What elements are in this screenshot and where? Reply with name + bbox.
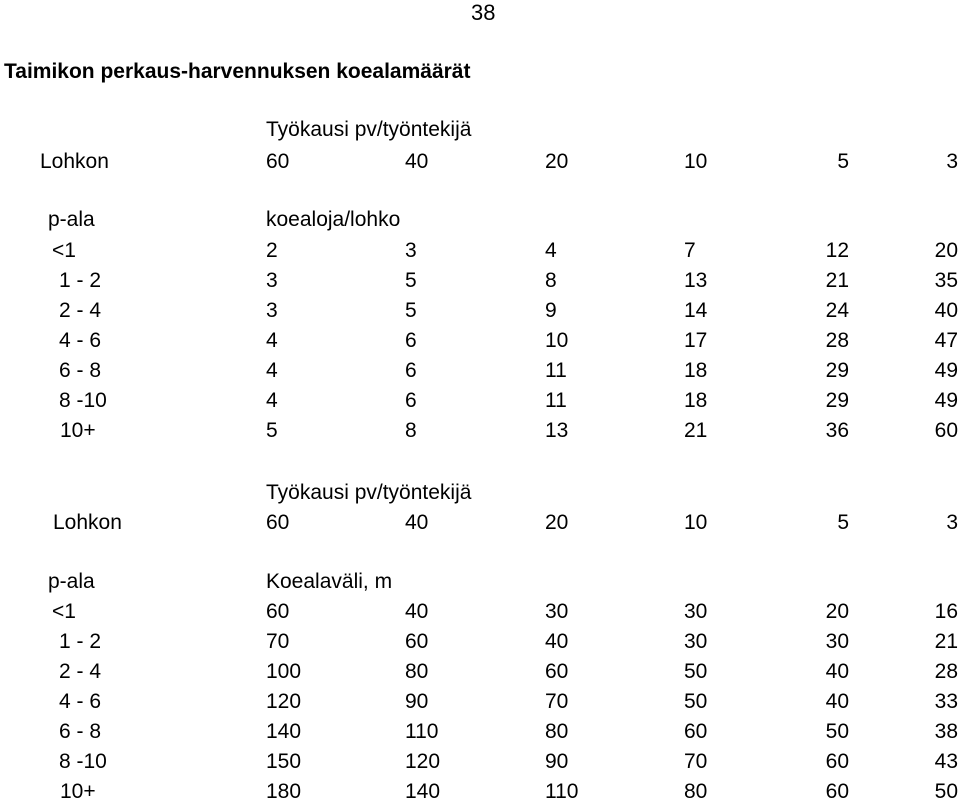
table-caption-row — [0, 119, 959, 143]
table-cell: 50 — [684, 690, 708, 713]
table-cell: 8 — [545, 269, 557, 292]
row-label: <1 — [52, 600, 76, 623]
column-header: 40 — [405, 150, 429, 173]
table-header-row — [0, 151, 959, 175]
table-cell: 140 — [405, 780, 441, 803]
table-cell: 3 — [405, 239, 417, 262]
table-cell: 14 — [684, 299, 708, 322]
row-label: 8 -10 — [59, 750, 107, 773]
table-row — [0, 390, 959, 414]
table-cell: 100 — [266, 660, 302, 683]
table-cell: 4 — [545, 239, 557, 262]
table-row — [0, 721, 959, 745]
row-label: 2 - 4 — [59, 299, 102, 322]
row-label: 8 -10 — [59, 389, 107, 412]
table-cell: 24 — [825, 299, 849, 322]
table-cell: 33 — [934, 690, 958, 713]
table-cell: 150 — [266, 750, 302, 773]
table-cell: 11 — [545, 389, 567, 412]
table-cell: 47 — [934, 329, 958, 352]
unit-label: koealoja/lohko — [266, 208, 401, 231]
table-cell: 13 — [684, 269, 708, 292]
table-row — [0, 240, 959, 264]
table-row — [0, 781, 959, 805]
table-cell: 16 — [934, 600, 958, 623]
table-cell: 28 — [825, 329, 849, 352]
row-label: 1 - 2 — [59, 269, 102, 292]
table-subheader-row — [0, 571, 959, 595]
table-cell: 70 — [684, 750, 708, 773]
row-label: 4 - 6 — [59, 690, 102, 713]
table-row — [0, 420, 959, 444]
table-cell: 140 — [266, 720, 302, 743]
column-header: 5 — [837, 150, 849, 173]
table-cell: 70 — [545, 690, 569, 713]
column-header: 3 — [946, 150, 958, 173]
table-cell: 180 — [266, 780, 302, 803]
table-cell: 8 — [405, 419, 417, 442]
table-cell: 21 — [825, 269, 849, 292]
table-cell: 28 — [934, 660, 958, 683]
table-cell: 50 — [825, 720, 849, 743]
table-cell: 4 — [266, 359, 278, 382]
row-label: 10+ — [60, 780, 96, 803]
table-cell: 90 — [545, 750, 569, 773]
table-row — [0, 300, 959, 324]
table-cell: 36 — [825, 419, 849, 442]
table-cell: 49 — [934, 389, 958, 412]
table-cell: 43 — [934, 750, 958, 773]
column-header: 3 — [946, 511, 958, 534]
table-cell: 2 — [266, 239, 278, 262]
table-row — [0, 270, 959, 294]
document-title: Taimikon perkaus-harvennuksen koealamäärät — [4, 60, 471, 83]
table-cell: 40 — [545, 630, 569, 653]
row-header: Lohkon — [53, 511, 122, 534]
table-cell: 17 — [684, 329, 708, 352]
table-cell: 5 — [405, 269, 417, 292]
table-cell: 5 — [266, 419, 278, 442]
table-cell: 60 — [405, 630, 429, 653]
table-header-row — [0, 512, 959, 536]
row-label: 6 - 8 — [59, 720, 102, 743]
table-cell: 120 — [405, 750, 441, 773]
table-cell: 30 — [825, 630, 849, 653]
column-header: 10 — [684, 150, 708, 173]
table-cell: 120 — [266, 690, 302, 713]
table-cell: 18 — [684, 359, 708, 382]
table-cell: 10 — [545, 329, 569, 352]
table-cell: 21 — [684, 419, 708, 442]
unit-label: Koealaväli, m — [266, 570, 393, 593]
row-label: 1 - 2 — [59, 630, 102, 653]
table-cell: 30 — [545, 600, 569, 623]
table-cell: 80 — [405, 660, 429, 683]
row-label: 10+ — [60, 419, 96, 442]
table-cell: 80 — [545, 720, 569, 743]
table-cell: 60 — [934, 419, 958, 442]
table-cell: 29 — [825, 389, 849, 412]
row-header: Lohkon — [40, 150, 109, 173]
table-cell: 6 — [405, 389, 417, 412]
page-number: 38 — [471, 0, 496, 25]
table-cell: 3 — [266, 269, 278, 292]
table-cell: 38 — [934, 720, 958, 743]
table-cell: 7 — [684, 239, 696, 262]
table-cell: 29 — [825, 359, 849, 382]
table-cell: 5 — [405, 299, 417, 322]
table-cell: 40 — [405, 600, 429, 623]
table-cell: 70 — [266, 630, 290, 653]
column-header: 5 — [837, 511, 849, 534]
table-row — [0, 330, 959, 354]
row-label: 4 - 6 — [59, 329, 102, 352]
table-cell: 40 — [934, 299, 958, 322]
table-cell: 9 — [545, 299, 557, 322]
table-caption-row — [0, 482, 959, 506]
table-cell: 49 — [934, 359, 958, 382]
table-row — [0, 691, 959, 715]
row-label: <1 — [52, 239, 76, 262]
table-cell: 4 — [266, 329, 278, 352]
table-cell: 80 — [684, 780, 708, 803]
table-cell: 40 — [825, 690, 849, 713]
table-cell: 60 — [825, 780, 849, 803]
table-cell: 20 — [825, 600, 849, 623]
table-cell: 30 — [684, 600, 708, 623]
table-cell: 6 — [405, 359, 417, 382]
table-row — [0, 631, 959, 655]
column-header: 10 — [684, 511, 708, 534]
table-cell: 40 — [825, 660, 849, 683]
table-row — [0, 360, 959, 384]
table-row — [0, 601, 959, 625]
table-cell: 60 — [684, 720, 708, 743]
table-cell: 110 — [405, 720, 439, 743]
table-cell: 50 — [934, 780, 958, 803]
column-header: 20 — [545, 150, 569, 173]
table-cell: 30 — [684, 630, 708, 653]
table-cell: 35 — [934, 269, 958, 292]
table-cell: 4 — [266, 389, 278, 412]
table-cell: 20 — [934, 239, 958, 262]
table-cell: 60 — [825, 750, 849, 773]
column-header: 60 — [266, 150, 290, 173]
table-cell: 11 — [545, 359, 567, 382]
table-cell: 110 — [545, 780, 579, 803]
column-header: 20 — [545, 511, 569, 534]
table-cell: 50 — [684, 660, 708, 683]
table-cell: 13 — [545, 419, 569, 442]
table-cell: 90 — [405, 690, 429, 713]
table-cell: 3 — [266, 299, 278, 322]
row-label: 6 - 8 — [59, 359, 102, 382]
table-caption: Työkausi pv/työntekijä — [266, 481, 472, 504]
table-caption: Työkausi pv/työntekijä — [266, 118, 472, 141]
column-header: 40 — [405, 511, 429, 534]
table-subheader-row — [0, 209, 959, 233]
table-cell: 18 — [684, 389, 708, 412]
table-cell: 12 — [825, 239, 849, 262]
table-row — [0, 751, 959, 775]
table-cell: 60 — [545, 660, 569, 683]
area-label: p-ala — [48, 570, 95, 593]
row-label: 2 - 4 — [59, 660, 102, 683]
area-label: p-ala — [48, 208, 95, 231]
table-cell: 60 — [266, 600, 290, 623]
column-header: 60 — [266, 511, 290, 534]
table-cell: 21 — [934, 630, 958, 653]
table-row — [0, 661, 959, 685]
table-cell: 6 — [405, 329, 417, 352]
